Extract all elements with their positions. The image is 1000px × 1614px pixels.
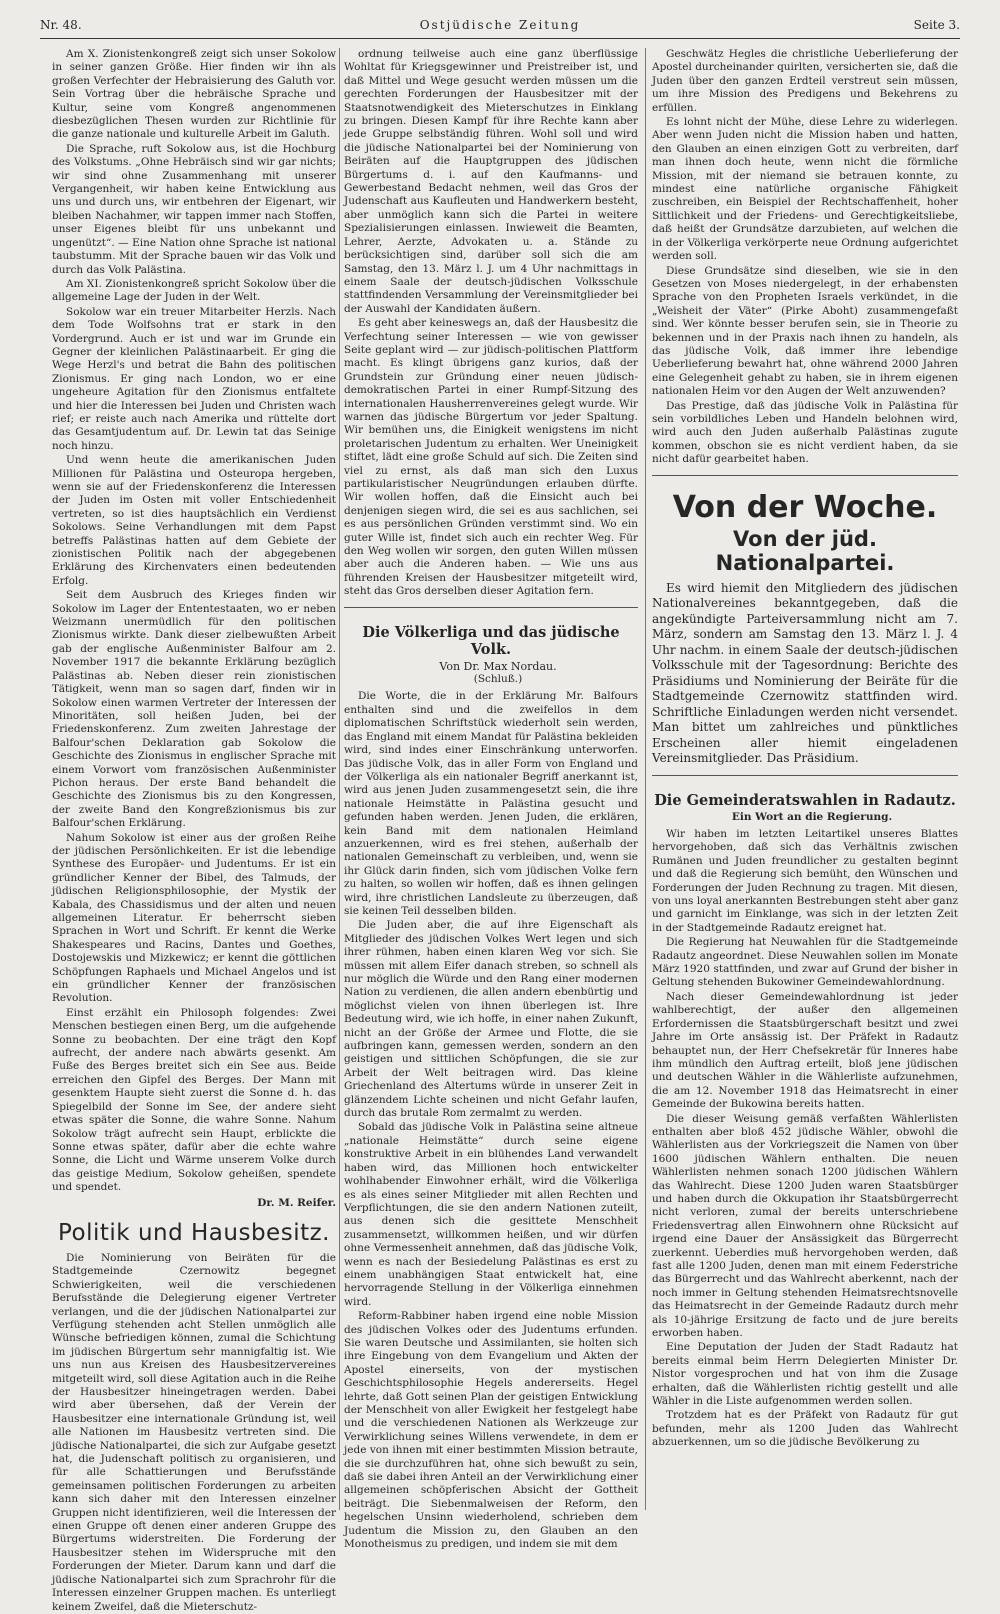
paragraph: Die Worte, die in der Erklärung Mr. Balfours enthalten sind und die zweifellos in dem diplomatischen Schriftstück wiederholt sein werden, das England mit einem Mandat für Palästina bekleiden wird, sind indes einer Einschränkung unterworfen. Das jüdische Volk, das in aller Form von England und der Völkerliga als ein nationaler Begriff anerkannt ist, wird aus jenen Juden zusammengesetzt sein, die ihre nationale Heimstätte in Palästina gesucht und gefunden haben werden. Jenen Juden, die erklären, kein Band mit dem nationalen Heimland anzuerkennen, wird es frei stehen, außerhalb der nationalen Gemeinschaft zu verbleiben, und, wenn sie ihr Glück darin finden, sich vom jüdischen Volke fern zu halten, so wollen wir hoffen, daß es ihnen gelingen wird, ihre christlichen Landsleute zu überzeugen, daß sie keinen Teil desselben bilden. bbox=[344, 690, 638, 917]
paragraph: Die Sprache, ruft Sokolow aus, ist die Hochburg des Volkstums. „Ohne Hebräisch sind wir gar nichts; wir sind ohne Zusammenhang mit unserer Vergangenheit, wir haben keine Entwicklung aus uns und durch uns, wir entbehren der Eigenart, wir bleiben Nachahmer, wir tappen immer nach Stoffen, unser Eigenes bleibt für uns unbekannt und ungenützt“. — Eine Nation ohne Sprache ist national taubstumm. Mit der Sprache bauen wir das Volk und durch das Volk Palästina. bbox=[52, 142, 336, 276]
woche-subheadline: Von der jüd. Nationalpartei. bbox=[715, 526, 895, 575]
nationalpartei-notice bbox=[652, 581, 958, 767]
paragraph: Die Juden aber, die auf ihre Eigenschaft als Mitglieder des jüdischen Volkes Wert legen und sich ihrer rühmen, haben einen klaren Weg vor sich. Sie müssen mit allem Eifer danach streben, so schnell als nur möglich die Würde und den Rang einer modernen Nation zu verdienen, die allen andern ebenbürtig und möglichst vielen von ihnen überlegen ist. Ihre Bedeutung wird, wie ich hoffe, in einer nahen Zukunft, nicht an der Größe der Armee und Flotte, die sie aufbringen kann, gemessen werden, sondern an den geistigen und sittlichen Schöpfungen, die sie zur Arbeit der Welt beitragen wird. Das kleine Griechenland des Altertums würde in unserer Zeit in glänzendem Lichte scheinen und nicht Gefahr laufen, durch das brutale Rom zermalmt zu werden. bbox=[344, 919, 638, 1120]
column-divider bbox=[645, 48, 646, 1510]
paragraph: Nach dieser Gemeindewahlordnung ist jeder wahlberechtigt, der außer den allgemeinen Erfordernissen die Staatsbürgerschaft besitzt und zwei Jahre im Orte ansässig ist. Der Präfekt in Radautz behauptet nun, der Herr Chefsekretär für Inneres habe ihm mündlich den Auftrag erteilt, bloß jene jüdischen und deutschen Wähler in die Wählerliste aufzunehmen, die am 12. November 1918 das Heimatsrecht in einer Gemeinde der Bukowina bereits hatten. bbox=[652, 990, 958, 1111]
article-separator bbox=[652, 775, 958, 776]
article-separator bbox=[652, 475, 958, 476]
paragraph: Eine Deputation der Juden der Stadt Radautz hat bereits einmal beim Herrn Delegierten Minister Dr. Nistor vorgesprochen und hat von ihm die Zusage erhalten, daß die Wählerlisten richtig gestellt und alle Wähler in die Liste aufgenommen werden sollen. bbox=[652, 1341, 958, 1408]
paragraph: Diese Grundsätze sind dieselben, wie sie in den Gesetzen von Moses niedergelegt, in der erhabensten Sprache von den Propheten Israels verkündet, in die „Weisheit der Väter“ (Pirke Aboht) zusammengefaßt sind. Wer könnte besser berufen sein, sie in Theorie zu bekennen und in der Praxis nach ihnen zu handeln, als das jüdische Volk, daß immer ihre lebendige Ueberlieferung bewahrt hat, ohne während 2000 Jahren eine Gelegenheit gehabt zu haben, sie in ihrem eigenen nationalen Heim vor den Augen der Welt anzuwenden? bbox=[652, 264, 958, 398]
paragraph: Es lohnt nicht der Mühe, diese Lehre zu widerlegen. Aber wenn Juden nicht die Mission haben und hatten, den Glauben an einen einzigen Gott zu verbreiten, darf man ihnen doch heute, wenn nicht die förmliche Mission, mit der niemand sie betrauen konnte, zu mindest eine natürliche organische Fähigkeit zuschreiben, ein Beispiel der Rechtschaffenheit, hoher Sittlichkeit und der Friedens- und Gerechtigkeitsliebe, daß heißt der Grundsätze darzubieten, auf welchen die in der Völkerliga verkörperte neue Ordnung aufgerichtet werden soll. bbox=[652, 116, 958, 263]
paragraph: Sokolow war ein treuer Mitarbeiter Herzls. Nach dem Tode Wolfsohns trat er stark in den Vordergrund. Auch er ist und war im Grunde ein Gegner der kleinlichen Palästinaarbeit. Er ging die Wege Herzl's und betrat die Bahn des politischen Zionismus. Er ging nach London, wo er eine ungeheure Agitation für den Zionismus entfaltete und hier die Interessen bei Juden und Christen wach rief; er reiste auch nach Amerika und rüttelte dort das Gesamtjudentum auf. Dr. Lewin tat das Seinige noch hinzu. bbox=[52, 305, 336, 452]
voelkerliga-article bbox=[344, 690, 638, 1551]
paragraph: Wir haben im letzten Leitartikel unseres Blattes hervorgehoben, daß sich das Verhältnis zwischen Rumänen und Juden freundlicher zu gestalten beginnt und daß die Regierung sich bemüht, den Wünschen und Forderungen der Juden Rechnung zu tragen. Mit diesen, von uns loyal anerkannten Bestrebungen steht aber ganz und garnicht im Einklange, was sich in der letzten Zeit in der Stadtgemeinde Radautz ereignet hat. bbox=[652, 828, 958, 934]
voelkerliga-headline: Die Völkerliga und das jüdische Volk. bbox=[362, 623, 620, 658]
column-divider bbox=[339, 48, 340, 1510]
paragraph: Geschwätz Hegles die christliche Ueberlieferung der Apostel durcheinander quirlten, versicherten sie, daß die Juden über den ganzen Erdteil verstreut sein müssen, um ihre Mission des Predigens und Bekehrens zu erfüllen. bbox=[652, 48, 958, 114]
paragraph: Nahum Sokolow ist einer aus der großen Reihe der jüdischen Persönlichkeiten. Er ist die lebendige Synthese des Europäer- und Judentums. Er ist ein gründlicher Kenner der Bibel, des Talmuds, der jüdischen Religionsphilosophie, der Mystik der Kabala, des Chassidismus und der alten und neuen allgemeinen Literatur. Er beherrscht sieben Sprachen in Wort und Schrift. Er kennt die Werke Shakespeares und Racins, Dantes und Goethes, Dostojewskis und Mizkewicz; er kennt die göttlichen Schöpfungen Raphaels und Michael Angelos und ist ein gründlicher Kenner der französischen Revolution. bbox=[52, 831, 336, 1005]
column-3 bbox=[652, 48, 958, 1510]
paragraph: Die Regierung hat Neuwahlen für die Stadtgemeinde Radautz angeordnet. Diese Neuwahlen sollen im Monate März 1920 stattfinden, und zwar auf Grund der bisher in Geltung stehenden Bukowiner Gemeindewahlordnung. bbox=[652, 936, 958, 989]
paragraph: Sobald das jüdische Volk in Palästina seine altneue „nationale Heimstätte“ durch seine eigene konstruktive Arbeit in ein blühendes Land verwandelt haben wird, das Millionen hoch entwickelter wohlhabender Einwohner erhält, wird die Völkerliga es als eines seiner Mitglieder mit allen Rechten und Verpflichtungen, die sie den andern Nationen zuteilt, aus denen sich die gesittete Menschheit zusammensetzt, willkommen heißen, und wir dürfen ohne Vermessenheit annehmen, daß das jüdische Volk, wenn es nach der Besiedelung Palästinas es erst zu einem unabhängigen Staat entwickelt hat, eine hervorragende Stellung in der Völkerliga einnehmen wird. bbox=[344, 1121, 638, 1308]
page-number: Seite 3. bbox=[913, 18, 960, 32]
paragraph: Das Prestige, daß das jüdische Volk in Palästina für sein vorbildliches Leben und Handeln belohnen wird, wird auch den Juden außerhalb Palästinas zugute kommen, obschon sie es nicht verdient haben, da sie nicht dafür gearbeitet haben. bbox=[652, 399, 958, 466]
paragraph: Einst erzählt ein Philosoph folgendes: Zwei Menschen bestiegen einen Berg, um die aufgehende Sonne zu beobachten. Der eine trägt den Kopf aufrecht, der andere nach abwärts gesenkt. Am Fuße des Berges breitet sich ein See aus. Beide erreichen den Gipfel des Berges. Der Mann mit gesenktem Haupte sieht zuerst die Sonne d. h. das Spiegelbild der Sonne im See, der andere sieht etwas später die Sonne, die wahre Sonne. Nahum Sokolow trägt aufrecht sein Haupt, erblickte die Sonne etwas später, dafür aber die echte wahre Sonne, die Licht und Wärme unserem Volke durch das geistige Medium, Sokolow geheißen, spendete und spendet. bbox=[52, 1006, 336, 1194]
voelkerliga-conclusion-note: (Schluß.) bbox=[473, 673, 523, 686]
paragraph: ordnung teilweise auch eine ganz überflüssige Wohltat für Kriegsgewinner und Preistreiber ist, und daß Mittel und Wege gesucht werden müssen um die gerechten Forderungen der Hausbesitzer mit der Staatsnotwendigkeit des Mieterschutzes in Einklang zu bringen. Diesen Kampf für ihre Rechte kann aber jede Gruppe selbständig führen. Wohl soll und wird die jüdische Nationalpartei bei der Nominierung von Beiräten auf die Hauptgruppen des jüdischen Bürgertums d. i. auf den Kaufmanns- und Gewerbestand Bedacht nehmen, weil das Gros der Judenschaft aus Kaufleuten und Handwerkern besteht, aber unmöglich kann sich die Partei in weitere Spezialisierungen einlassen. Inwieweit die Beamten, Lehrer, Aerzte, Advokaten u. a. Stände zu berücksichtigen sind, darüber soll sich die am Samstag, den 13. März l. J. um 4 Uhr nachmittags in einem Saale der deutsch-jüdischen Volksschule stattfindenden Versammlung der Vereinsmitglieder bei der Auswahl der Kandidaten äußern. bbox=[344, 48, 638, 315]
column-1 bbox=[52, 48, 336, 1613]
newspaper-title: Ostjüdische Zeitung bbox=[419, 18, 581, 32]
paragraph: Und wenn heute die amerikanischen Juden Millionen für Palästina und Osteuropa hergeben, wenn sie auf der Friedenskonferenz die Interessen der Juden im Osten mit voller Entschiedenheit vertreten, so ist dies hauptsächlich ein Verdienst Sokolows. Seine Verhandlungen mit dem Papst betreffs Palästinas hatten auf dem Gebiete der zionistischen Politik nach der abgegebenen Erklärung des Kirchenvaters einen bedeutenden Erfolg. bbox=[52, 454, 336, 587]
article-separator bbox=[344, 607, 638, 608]
paragraph: Es wird hiemit den Mitgliedern des jüdischen Nationalvereines bekanntgegeben, daß die angekündigte Parteiversammlung nicht am 7. März, sondern am Samstag den 13. März l. J. 4 Uhr nachm. in einem Saale der deutsch-jüdischen Volksschule mit der Tagesordnung: Berichte des Präsidiums und Nominierung der Beiräte für die Stadtgemeinde Czernowitz stattfinden wird. Schriftliche Einladungen werden nicht versendet. Man bittet um zahlreiches und pünktliches Erscheinen aller hiemit eingeladenen Vereinsmitglieder. Das Präsidium. bbox=[652, 580, 958, 766]
column-2 bbox=[344, 48, 638, 1551]
paragraph: Die dieser Weisung gemäß verfaßten Wählerlisten enthalten aber bloß 452 jüdische Wähler, obwohl die Wählerlisten aus der Vorkriegszeit die Namen von über 1600 jüdischen Wählern enthalten. Die neuen Wählerlisten nehmen sonach 1200 jüdischen Wählern das Wahlrecht. Diese 1200 Juden waren Staatsbürger und haben durch die Okkupation ihr Staatsbürgerrecht nicht verloren, zumal der bereits unterschriebene Friedensvertrag allen Einwohnern ohne Rücksicht auf irgend eine Dauer der Ansässigkeit das Bürgerrecht zuerkennt. Ueberdies muß hervorgehoben werden, daß fast alle 1200 Juden, denen man mit einem Federstriche das Bürgerrecht und das Wahlrecht aberkennt, nach der noch immer in Geltung stehenden Heimatsrechtsnovelle das Heimatsrecht in der Gemeinde Radautz durch mehr als 10-jährige Ersitzung de facto und de jure bereits erworben haben. bbox=[652, 1112, 958, 1340]
issue-number: Nr. 48. bbox=[40, 18, 82, 32]
author-signature: Dr. M. Reifer. bbox=[257, 1196, 336, 1209]
woche-headline: Von der Woche. bbox=[672, 489, 938, 525]
politik-headline: Politik und Hausbesitz. bbox=[58, 1219, 330, 1246]
paragraph: Trotzdem hat es der Präfekt von Radautz für gut befunden, mehr als 1200 Juden das Wahlrecht abzuerkennen, um so die jüdische Bevölkerung zu bbox=[652, 1409, 958, 1449]
politik-article bbox=[52, 1252, 336, 1614]
radautz-headline: Die Gemeinderatswahlen in Radautz. bbox=[654, 791, 956, 809]
radautz-article bbox=[652, 828, 958, 1450]
masthead bbox=[40, 16, 960, 39]
paragraph: Am X. Zionistenkongreß zeigt sich unser Sokolow in seiner ganzen Größe. Hier finden wir ihn als großen Verfechter der Hebraisierung des Galuth vor. Sein Vortrag über die hebräische Sprache und Kultur, seine vom Kongreß angenommenen diesbezüglichen Thesen wurden zur Richtlinie für die ganze nationale und kulturelle Arbeit im Galuth. bbox=[52, 48, 336, 141]
paragraph: Die Nominierung von Beiräten für die Stadtgemeinde Czernowitz begegnet Schwierigkeiten, weil die verschiedenen Berufsstände die Delegierung eigener Vertreter verlangen, und die der jüdischen Nationalpartei zur Verfügung stehenden acht Stellen unmöglich alle Wünsche befriedigen können, zumal die Schichtung im jüdischen Bürgertum sehr mannigfaltig ist. Wie uns nun aus Kreisen des Hausbesitzervereines mitgeteilt wird, soll diese Agitation auch in die Reihe der Hausbesitzer hineingetragen werden. Dabei wird aber übersehen, daß der Verein der Hausbesitzer eine internationale Gründung ist, weil alle Nationen im Hausbesitz vertreten sind. Die jüdische Nationalpartei, die sich zur Aufgabe gesetzt hat, die Judenschaft politisch zu organisieren, und für alle Schattierungen und Berufsstände gemeinsamen politischen Forderungen zu arbeiten kann sich daher mit den Interessen einzelner Gruppen nicht identifizieren, weil die Interessen der einen Gruppe oft denen einer anderen Gruppe des Bürgertums widerstreiten. Die Forderung der Hausbesitzer stehen im Widerspruche mit den Forderungen der Mieter. Darum kann und darf die jüdische Nationalpartei sich zum Sprachrohr für die Interessen einzelner Gruppen machen. Es unterliegt keinem Zweifel, daß die Mieterschutz- bbox=[52, 1251, 336, 1613]
paragraph: Reform-Rabbiner haben irgend eine noble Mission des jüdischen Volkes oder des Judentums erfunden. Sie waren Deutsche und Assimilanten, sie holten sich ihre Eingebung von dem Evangelium und Akten der Apostel einerseits, von der mystischen Geschichtsphilosophie Hegels andererseits. Hegel lehrte, daß Gott seinen Plan der geistigen Entwicklung der Menschheit von aller Ewigkeit her festgelegt habe und die verschiedenen Nationen als Werkzeuge zur Verwirklichung seines Willens verwendete, in dem er jede von ihnen mit einer bestimmten Mission betraute, die sie durchzuführen hat, ohne sich bewußt zu sein, daß sie dabei ihren Anteil an der Verwirklichung einer allgemeinen schöpferischen Absicht der Gottheit beiträgt. Die Siebenmalweisen der Reform, den hegelschen Unsinn wiederholend, schrieben dem Judentum die Mission zu, den Glauben an den Monotheismus zu predigen, und indem sie mit dem bbox=[344, 1310, 638, 1551]
voelkerliga-byline: Von Dr. Max Nordau. bbox=[439, 659, 557, 673]
paragraph: Es geht aber keineswegs an, daß der Hausbesitz die Verfechtung seiner Interessen — wie von gewisser Seite geplant wird — zur jüdisch-politischen Plattform macht. Es klingt übrigens ganz kurios, daß der Grundstein zur Gründung einer neuen jüdisch-demokratischen Partei in einer Rumpf-Sitzung des internationalen Hausherrenvereines gelegt wurde. Wir warnen das jüdische Bürgertum vor jeder Spaltung. Wir bemühen uns, die Einigkeit wenigstens im nicht proletarischen Judentum zu erhalten. Wer Uneinigkeit stiftet, lädt eine große Schuld auf sich. Die Zeiten sind viel zu ernst, als daß man sich den Luxus partikularistischer Neugründungen erlauben dürfte. Wir wollen hoffen, daß die Einsicht auch bei denjenigen siegen wird, die sei es aus sachlichen, sei es aus persönlichen Gründen verstimmt sind. Wo ein guter Wille ist, findet sich auch ein rechter Weg. Für den Weg wollen wir sorgen, den guten Willen müssen aber auch die Anderen haben. — Wie uns aus führenden Kreisen der Hausbesitzer mitgeteilt wird, steht das Gros derselben dieser Agitation fern. bbox=[344, 317, 638, 598]
paragraph: Seit dem Ausbruch des Krieges finden wir Sokolow im Lager der Ententestaaten, wo er neben Weizmann unermüdlich für den politischen Zionismus wirkte. Dank dieser zielbewußten Arbeit gab der englische Außenminister Balfour am 2. November 1917 die bekannte Erklärung bezüglich Palästinas ab. Neben dieser rein zionistischen Tätigkeit, wenn man so sagen darf, finden wir in Sokolow einen warmen Vertreter der Interessen der Minoritäten, soll heißen Juden, bei der Friedenskonferenz. Zum zweiten Jahrestage der Balfour'schen Deklaration gab Sokolow die Geschichte des Zionismus in englischer Sprache mit einem Vorwort vom französischen Außenminister Pichon heraus. Der erste Band behandelt die Geschichte des Zionismus bis zu den Kongressen, der zweite Band den Kongreßzionismus bis zur Balfour'schen Erklärung. bbox=[52, 589, 336, 830]
radautz-subheadline: Ein Wort an die Regierung. bbox=[731, 810, 893, 823]
sokolow-article bbox=[52, 48, 336, 1210]
voelkerliga-article-continued bbox=[652, 48, 958, 467]
politik-article-continued bbox=[344, 48, 638, 599]
paragraph: Am XI. Zionistenkongreß spricht Sokolow über die allgemeine Lage der Juden in der Welt. bbox=[52, 277, 336, 304]
